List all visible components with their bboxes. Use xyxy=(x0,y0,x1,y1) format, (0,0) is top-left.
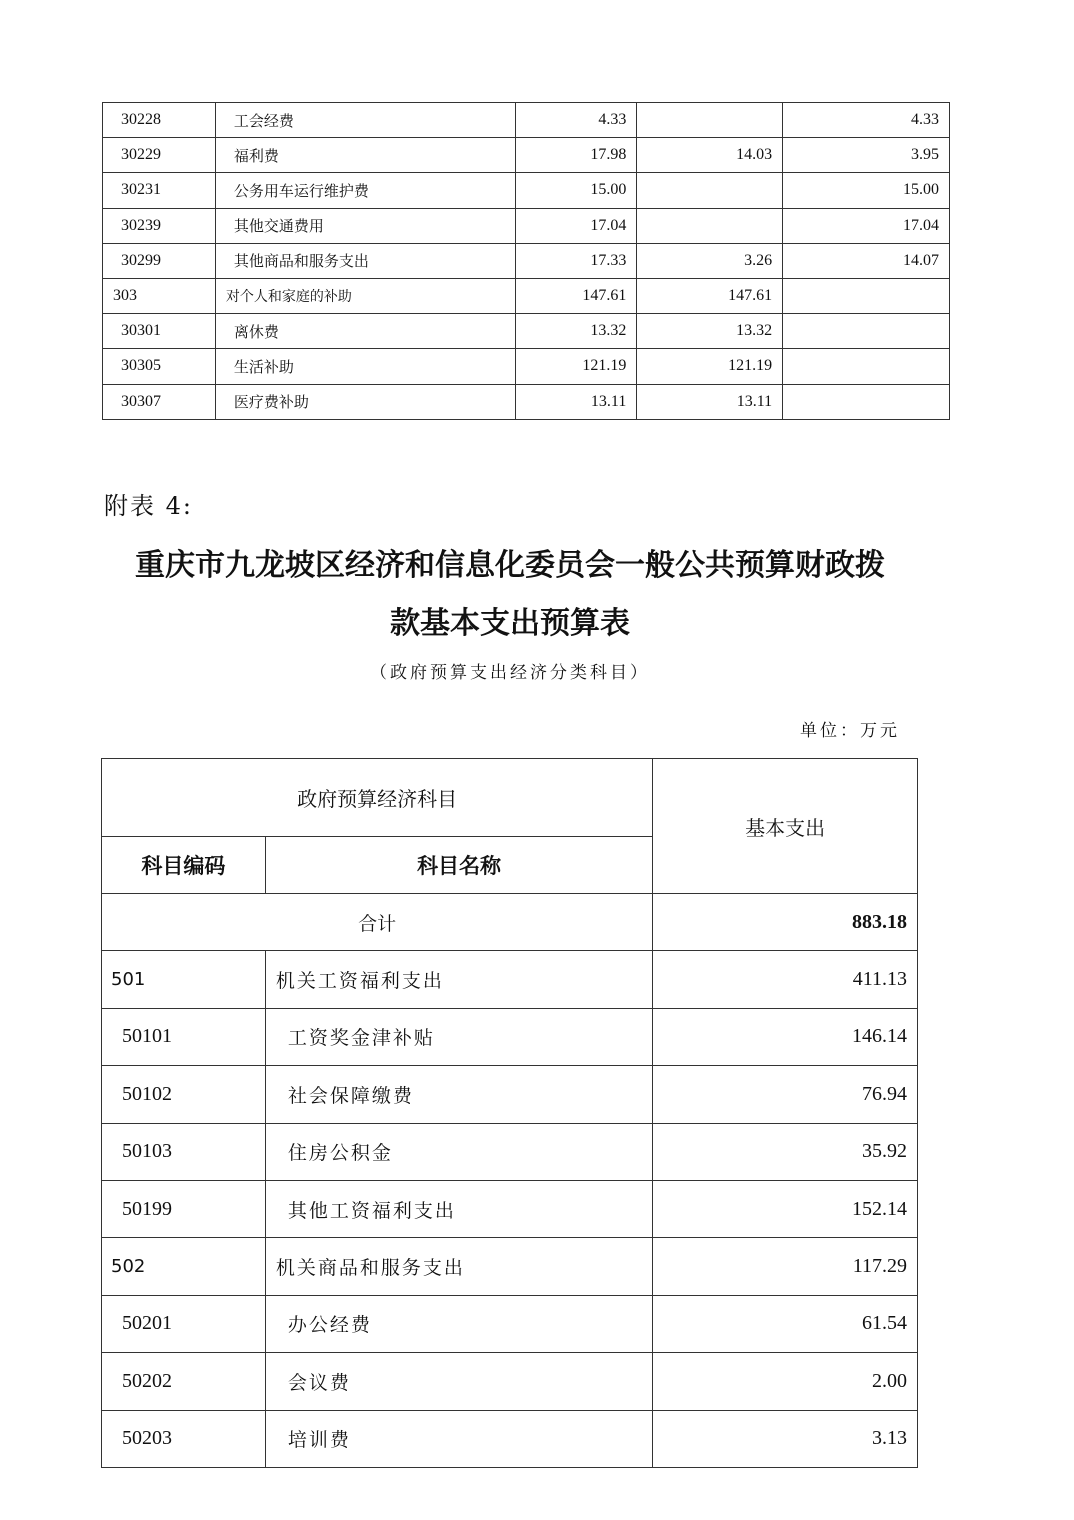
value-cell: 411.13 xyxy=(653,951,918,1008)
name-cell: 其他商品和服务支出 xyxy=(215,243,516,278)
code-cell: 30231 xyxy=(103,173,216,208)
name-cell: 医疗费补助 xyxy=(215,384,516,419)
total-cell: 17.98 xyxy=(516,138,637,173)
name-cell: 住房公积金 xyxy=(265,1123,652,1180)
code-cell: 50202 xyxy=(102,1353,266,1410)
table-row xyxy=(102,1295,918,1352)
header-value-cell: 基本支出 xyxy=(653,759,918,894)
total-cell: 15.00 xyxy=(516,173,637,208)
name-cell: 其他交通费用 xyxy=(215,208,516,243)
name-cell: 工资奖金津补贴 xyxy=(265,1008,652,1065)
personnel-cell: 13.32 xyxy=(637,314,783,349)
personnel-cell: 14.03 xyxy=(637,138,783,173)
name-cell: 公务用车运行维护费 xyxy=(215,173,516,208)
personnel-cell: 3.26 xyxy=(637,243,783,278)
public-cell xyxy=(783,349,950,384)
table-row xyxy=(103,243,950,278)
name-cell: 生活补助 xyxy=(215,349,516,384)
code-cell: 30299 xyxy=(103,243,216,278)
public-cell xyxy=(783,278,950,313)
public-cell: 15.00 xyxy=(783,173,950,208)
table-row xyxy=(102,1066,918,1123)
public-cell: 14.07 xyxy=(783,243,950,278)
total-row xyxy=(102,894,918,951)
document-subtitle: （政府预算支出经济分类科目） xyxy=(370,663,650,683)
value-cell: 152.14 xyxy=(653,1180,918,1237)
table-row xyxy=(103,384,950,419)
code-cell: 50102 xyxy=(102,1066,266,1123)
code-cell: 30228 xyxy=(103,103,216,138)
table-row xyxy=(102,1353,918,1410)
code-cell: 50199 xyxy=(102,1180,266,1237)
code-cell: 30301 xyxy=(103,314,216,349)
public-cell: 17.04 xyxy=(783,208,950,243)
continuation-table-body xyxy=(103,103,950,420)
table-row xyxy=(103,349,950,384)
personnel-cell xyxy=(637,103,783,138)
name-cell: 办公经费 xyxy=(265,1295,652,1352)
name-cell: 其他工资福利支出 xyxy=(265,1180,652,1237)
header-row-1 xyxy=(102,759,918,837)
public-cell xyxy=(783,384,950,419)
code-cell: 303 xyxy=(103,278,216,313)
table-row xyxy=(103,103,950,138)
header-group-cell: 政府预算经济科目 xyxy=(102,759,653,837)
table-row xyxy=(102,1410,918,1467)
name-cell: 离休费 xyxy=(215,314,516,349)
value-cell: 2.00 xyxy=(653,1353,918,1410)
code-cell: 30239 xyxy=(103,208,216,243)
code-cell: 30229 xyxy=(103,138,216,173)
total-cell: 17.04 xyxy=(516,208,637,243)
document-title-line1: 重庆市九龙坡区经济和信息化委员会一般公共预算财政拨 xyxy=(135,548,885,583)
total-cell: 13.32 xyxy=(516,314,637,349)
code-cell: 30305 xyxy=(103,349,216,384)
header-code-cell: 科目编码 xyxy=(102,837,266,894)
main-table-body xyxy=(102,759,918,1468)
total-value-cell: 883.18 xyxy=(653,894,918,951)
name-cell: 对个人和家庭的补助 xyxy=(215,278,516,313)
name-cell: 社会保障缴费 xyxy=(265,1066,652,1123)
total-label-cell: 合计 xyxy=(102,894,653,951)
continuation-table xyxy=(102,102,950,420)
value-cell: 76.94 xyxy=(653,1066,918,1123)
code-cell: 50203 xyxy=(102,1410,266,1467)
code-cell: 50103 xyxy=(102,1123,266,1180)
table-row xyxy=(102,951,918,1008)
table-row xyxy=(102,1238,918,1295)
unit-label: 单位：万元 xyxy=(800,721,900,741)
public-cell xyxy=(783,314,950,349)
name-cell: 培训费 xyxy=(265,1410,652,1467)
name-cell: 福利费 xyxy=(215,138,516,173)
table-row xyxy=(103,138,950,173)
table-row xyxy=(102,1008,918,1065)
public-cell: 3.95 xyxy=(783,138,950,173)
name-cell: 会议费 xyxy=(265,1353,652,1410)
code-cell: 501 xyxy=(102,951,266,1008)
table-row xyxy=(103,314,950,349)
value-cell: 117.29 xyxy=(653,1238,918,1295)
public-cell: 4.33 xyxy=(783,103,950,138)
document-title-line2: 款基本支出预算表 xyxy=(390,606,630,641)
table-row xyxy=(103,208,950,243)
value-cell: 61.54 xyxy=(653,1295,918,1352)
personnel-cell xyxy=(637,173,783,208)
code-cell: 50101 xyxy=(102,1008,266,1065)
basic-expenditure-table xyxy=(101,758,918,1468)
total-cell: 17.33 xyxy=(516,243,637,278)
personnel-cell: 121.19 xyxy=(637,349,783,384)
personnel-cell xyxy=(637,208,783,243)
name-cell: 工会经费 xyxy=(215,103,516,138)
value-cell: 35.92 xyxy=(653,1123,918,1180)
table-row xyxy=(102,1123,918,1180)
personnel-cell: 13.11 xyxy=(637,384,783,419)
code-cell: 30307 xyxy=(103,384,216,419)
personnel-cell: 147.61 xyxy=(637,278,783,313)
appendix-label: 附表 4: xyxy=(104,492,193,520)
code-cell: 50201 xyxy=(102,1295,266,1352)
total-cell: 147.61 xyxy=(516,278,637,313)
table-row xyxy=(103,278,950,313)
total-cell: 121.19 xyxy=(516,349,637,384)
header-name-cell: 科目名称 xyxy=(265,837,652,894)
name-cell: 机关工资福利支出 xyxy=(265,951,652,1008)
table-row xyxy=(103,173,950,208)
total-cell: 4.33 xyxy=(516,103,637,138)
total-cell: 13.11 xyxy=(516,384,637,419)
value-cell: 146.14 xyxy=(653,1008,918,1065)
code-cell: 502 xyxy=(102,1238,266,1295)
table-row xyxy=(102,1180,918,1237)
name-cell: 机关商品和服务支出 xyxy=(265,1238,652,1295)
value-cell: 3.13 xyxy=(653,1410,918,1467)
